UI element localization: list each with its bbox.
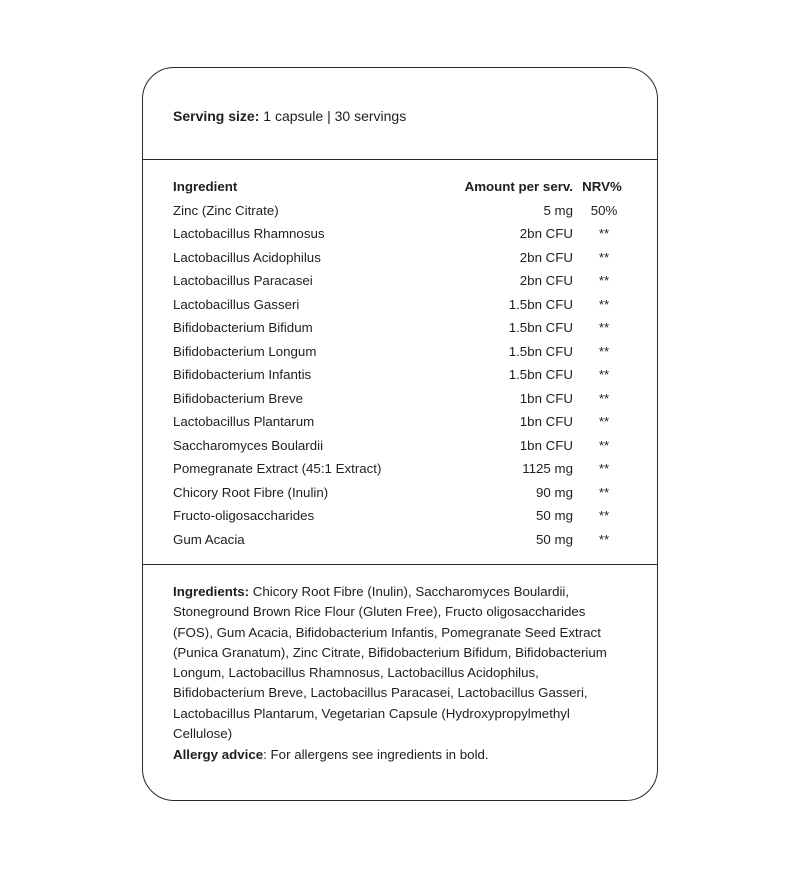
- serving-size: [173, 107, 406, 125]
- column-header-nrv: NRV%: [582, 179, 622, 194]
- table-body: [173, 199, 621, 552]
- ingredient-amount: 5 mg: [543, 202, 573, 218]
- allergy-advice: [173, 745, 489, 765]
- ingredient-name: Lactobacillus Plantarum: [173, 414, 315, 429]
- serving-size-value: 1 capsule | 30 servings: [259, 108, 407, 124]
- column-header-ingredient: Ingredient: [173, 179, 238, 194]
- ingredient-nrv: **: [598, 461, 610, 476]
- ingredient-name: Bifidobacterium Breve: [173, 390, 304, 406]
- ingredients-line: Cellulose): [173, 726, 233, 742]
- ingredient-nrv: **: [598, 437, 610, 453]
- ingredient-amount: 90 mg: [536, 484, 573, 500]
- ingredients-line: [173, 582, 633, 602]
- table-row: [173, 434, 621, 458]
- ingredients-line: Longum, Lactobacillus Rhamnosus, Lactobacillus Acidophilus,: [173, 665, 539, 681]
- ingredient-name: Gum Acacia: [173, 531, 245, 547]
- serving-size-label: Serving size:: [173, 108, 260, 124]
- ingredient-name: Lactobacillus Rhamnosus: [173, 226, 325, 241]
- ingredient-amount: 1125 mg: [522, 461, 573, 476]
- ingredient-name: Lactobacillus Paracasei: [173, 273, 313, 288]
- ingredient-nrv: 50%: [590, 202, 618, 218]
- table-row: [173, 199, 621, 223]
- table-row: [173, 363, 621, 387]
- ingredients-line: Stoneground Brown Rice Flour (Gluten Free), Fructo oligosaccharides: [173, 604, 586, 620]
- table-row: [173, 481, 621, 505]
- allergy-advice-text: : For allergens see ingredients in bold.: [263, 747, 489, 762]
- ingredient-nrv: **: [598, 343, 610, 359]
- ingredient-amount: 1bn CFU: [519, 414, 573, 429]
- ingredient-amount: 2bn CFU: [519, 273, 573, 288]
- table-header-row: [173, 175, 621, 199]
- divider-bottom: [143, 564, 657, 565]
- ingredient-name: Bifidobacterium Longum: [173, 343, 317, 359]
- table-row: [173, 246, 621, 270]
- divider-top: [143, 159, 657, 160]
- ingredient-amount: 50 mg: [536, 531, 573, 547]
- ingredient-amount: 1.5bn CFU: [508, 367, 573, 382]
- table-row: [173, 316, 621, 340]
- ingredient-amount: 1.5bn CFU: [508, 296, 573, 312]
- ingredients-label: Ingredients:: [173, 584, 250, 599]
- ingredient-amount: 1bn CFU: [519, 390, 573, 406]
- ingredients-line: (Punica Granatum), Zinc Citrate, Bifidobacterium Bifidum, Bifidobacterium: [173, 644, 607, 660]
- allergy-advice-label: Allergy advice: [173, 747, 264, 762]
- table-row: [173, 528, 621, 552]
- ingredient-nrv: **: [598, 296, 610, 312]
- ingredient-name: Lactobacillus Gasseri: [173, 296, 300, 312]
- ingredient-name: Bifidobacterium Infantis: [173, 367, 312, 382]
- table-row: [173, 504, 621, 528]
- ingredient-nrv: **: [598, 367, 610, 382]
- ingredient-amount: 50 mg: [536, 508, 573, 523]
- table-row: [173, 222, 621, 246]
- column-header-amount: Amount per serv.: [464, 179, 573, 194]
- ingredient-amount: 2bn CFU: [519, 249, 573, 265]
- ingredient-name: Lactobacillus Acidophilus: [173, 249, 321, 265]
- ingredient-nrv: **: [598, 320, 610, 335]
- ingredients-line: Lactobacillus Plantarum, Vegetarian Capsule (Hydroxypropylmethyl: [173, 705, 570, 721]
- ingredient-amount: 1.5bn CFU: [508, 343, 573, 359]
- ingredient-name: Chicory Root Fibre (Inulin): [173, 484, 329, 500]
- table-row: [173, 457, 621, 481]
- ingredients-list: [173, 582, 633, 744]
- ingredient-name: Zinc (Zinc Citrate): [173, 202, 279, 218]
- ingredient-amount: 2bn CFU: [519, 226, 573, 241]
- ingredient-name: Fructo-oligosaccharides: [173, 508, 315, 523]
- ingredient-nrv: **: [598, 484, 610, 500]
- nutrition-label-panel: [142, 67, 658, 801]
- ingredients-line: Bifidobacterium Breve, Lactobacillus Paracasei, Lactobacillus Gasseri,: [173, 685, 588, 701]
- ingredient-name: Saccharomyces Boulardii: [173, 437, 324, 453]
- ingredients-text: Chicory Root Fibre (Inulin), Saccharomyces Boulardii,: [249, 584, 570, 599]
- ingredient-nrv: **: [598, 249, 610, 265]
- table-row: [173, 387, 621, 411]
- ingredient-nrv: **: [598, 531, 610, 547]
- table-row: [173, 293, 621, 317]
- table-row: [173, 269, 621, 293]
- ingredients-line: (FOS), Gum Acacia, Bifidobacterium Infantis, Pomegranate Seed Extract: [173, 624, 601, 640]
- table-row: [173, 340, 621, 364]
- ingredient-amount: 1bn CFU: [519, 437, 573, 453]
- ingredient-table: [173, 175, 621, 551]
- ingredient-nrv: **: [598, 390, 610, 406]
- ingredient-amount: 1.5bn CFU: [508, 320, 573, 335]
- ingredient-nrv: **: [598, 508, 610, 523]
- ingredient-nrv: **: [598, 273, 610, 288]
- ingredient-name: Bifidobacterium Bifidum: [173, 320, 313, 335]
- ingredient-nrv: **: [598, 226, 610, 241]
- ingredient-name: Pomegranate Extract (45:1 Extract): [173, 461, 382, 476]
- ingredient-nrv: **: [598, 414, 610, 429]
- table-row: [173, 410, 621, 434]
